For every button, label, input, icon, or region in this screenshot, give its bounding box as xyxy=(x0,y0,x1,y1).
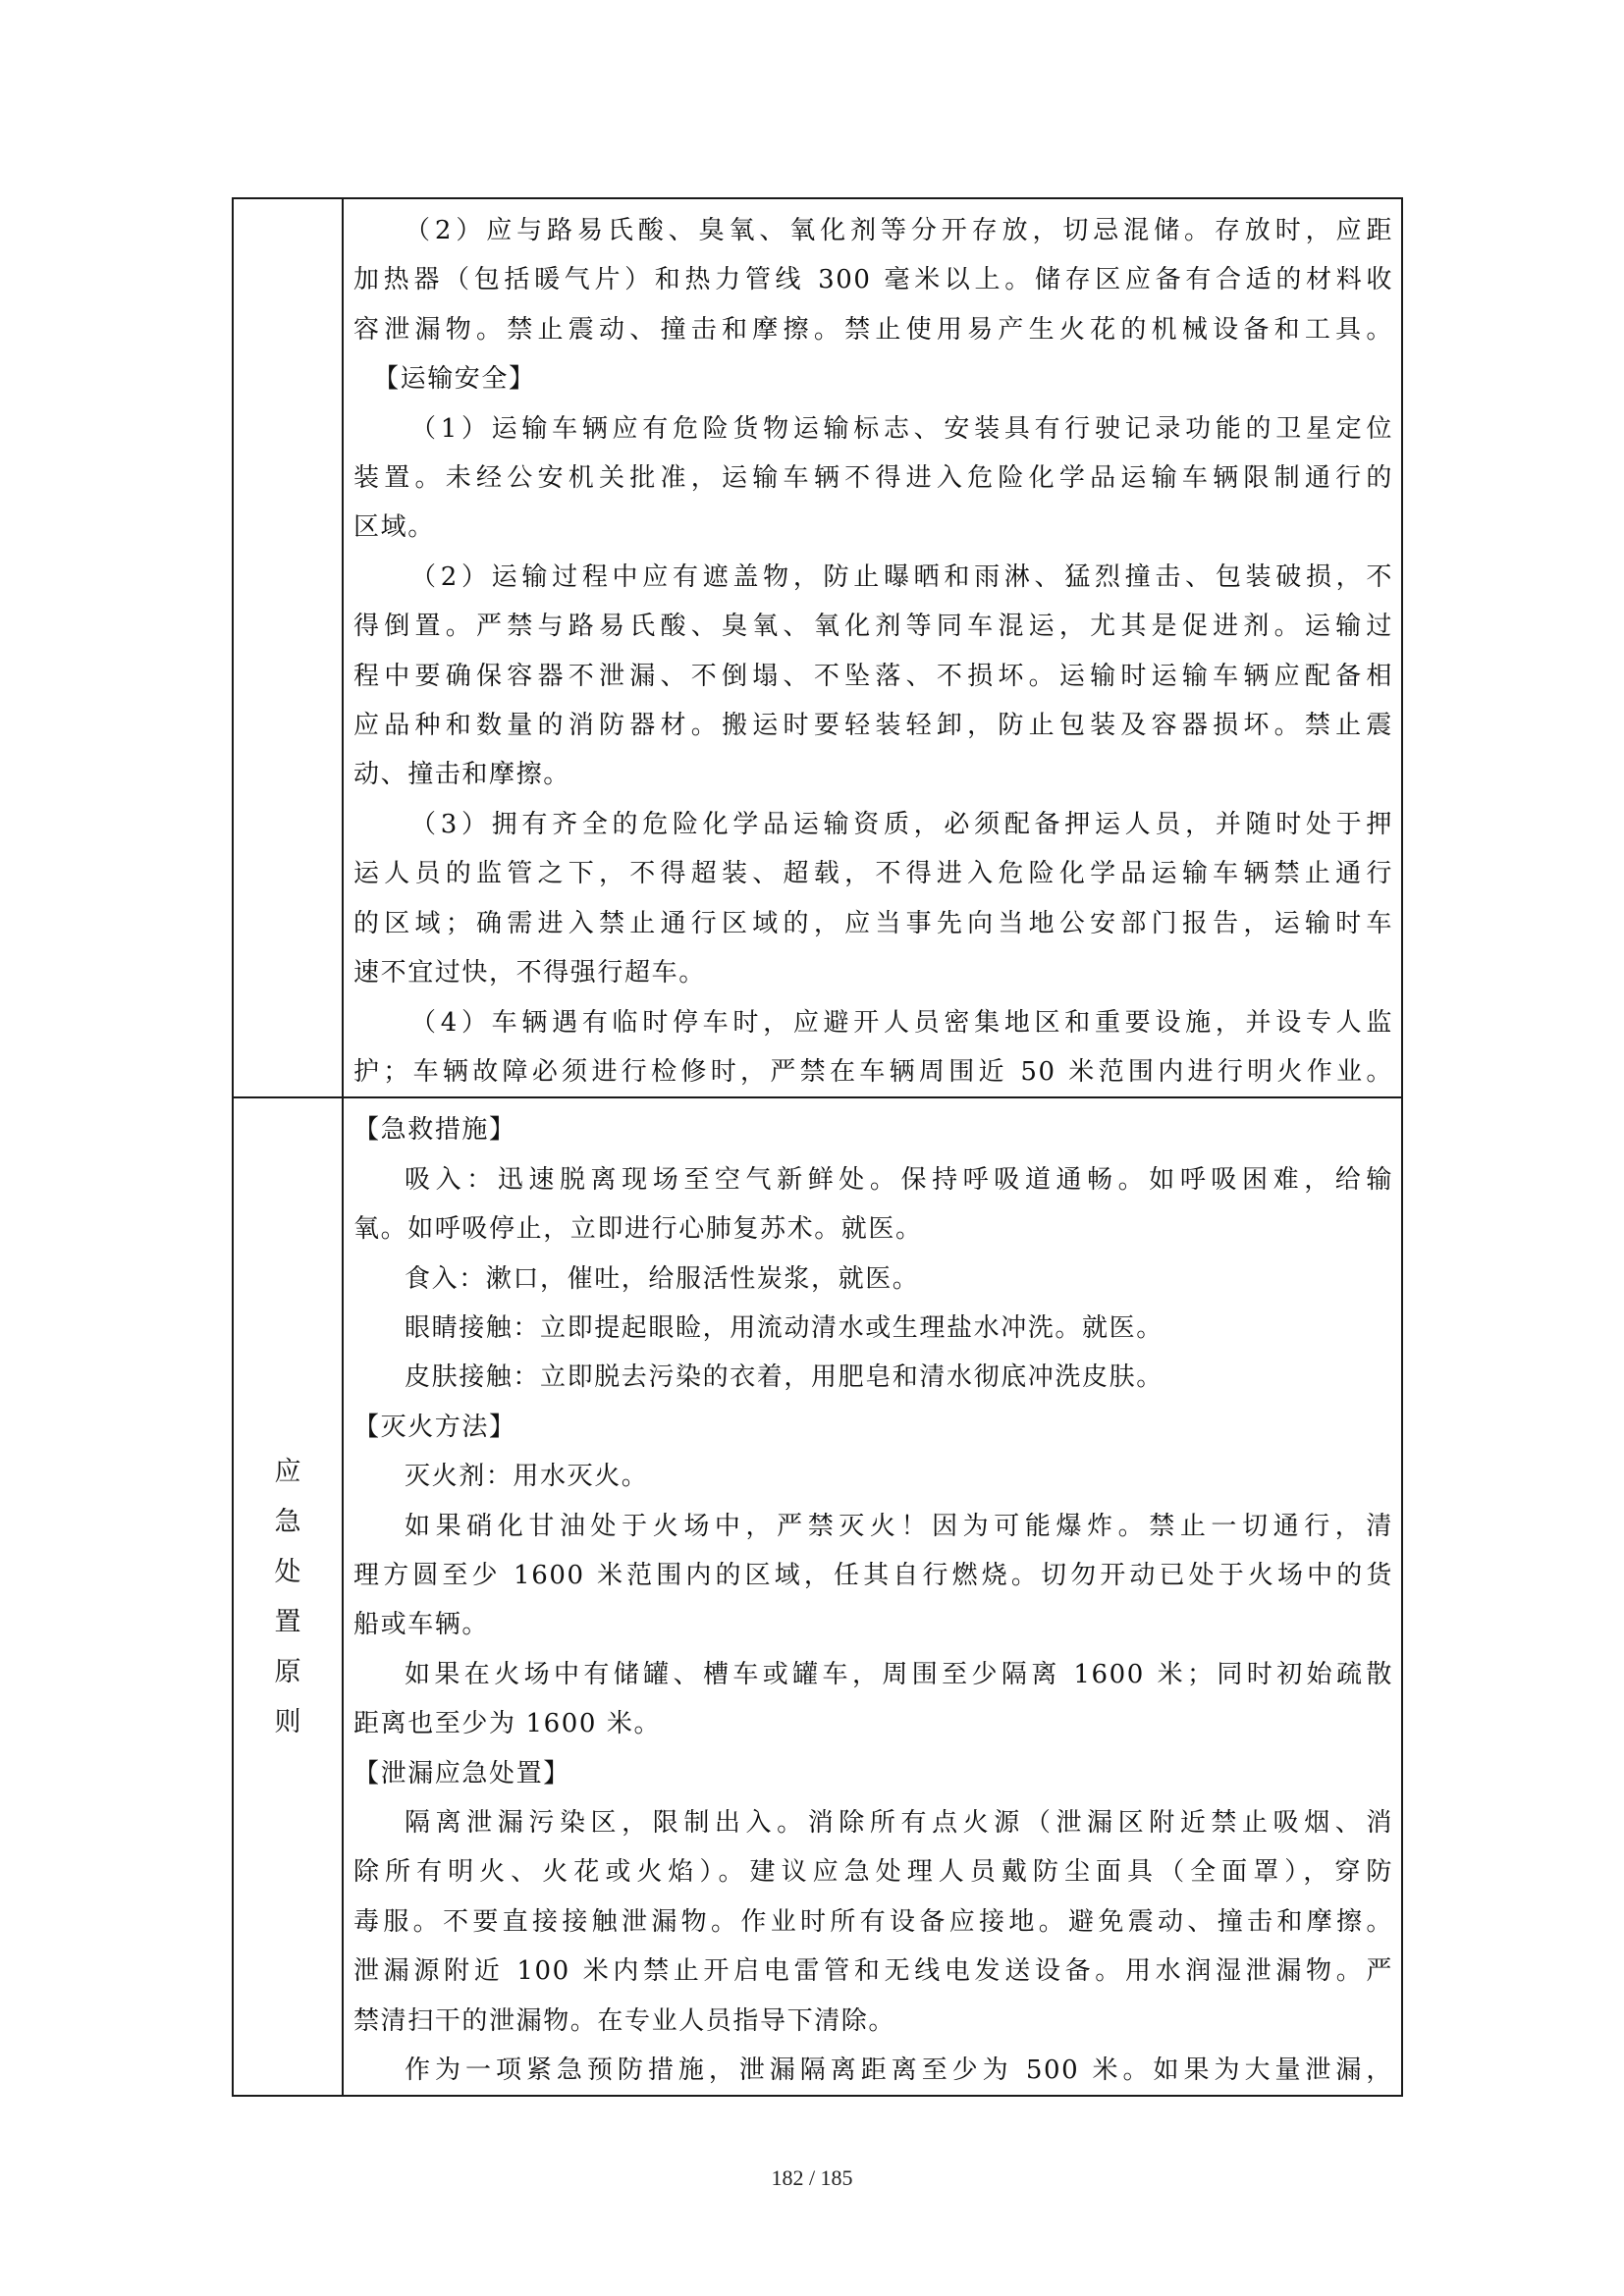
row-header-emergency-principles xyxy=(233,1097,343,2096)
section-heading-first-aid: 【急救措施】 xyxy=(353,1115,516,1146)
header-char: 原 xyxy=(274,1656,301,1687)
text-line: 运人员的监管之下，不得超装、超载，不得进入危险化学品运输车辆禁止通行 xyxy=(353,859,1393,889)
text-line: 作为一项紧急预防措施，泄漏隔离距离至少为 500 米。如果为大量泄漏， xyxy=(405,2056,1393,2086)
text-line: 除所有明火、火花或火焰）。建议应急处理人员戴防尘面具（全面罩），穿防 xyxy=(353,1857,1393,1888)
text-line: 如果硝化甘油处于火场中，严禁灭火！因为可能爆炸。禁止一切通行，清 xyxy=(405,1511,1393,1541)
page-number: 182 / 185 xyxy=(771,2165,853,2190)
text-line: 距离也至少为 1600 米。 xyxy=(353,1709,662,1739)
text-line: 毒服。不要直接接触泄漏物。作业时所有设备应接地。避免震动、撞击和摩擦。 xyxy=(353,1906,1393,1937)
text-line: 护；车辆故障必须进行检修时，严禁在车辆周围近 50 米范围内进行明火作业。 xyxy=(353,1056,1393,1087)
text-line: 皮肤接触：立即脱去污染的衣着，用肥皂和清水彻底冲洗皮肤。 xyxy=(405,1362,1164,1393)
text-line: （3）拥有齐全的危险化学品运输资质，必须配备押运人员，并随时处于押 xyxy=(410,809,1393,839)
text-line: 吸入：迅速脱离现场至空气新鲜处。保持呼吸道通畅。如呼吸困难，给输 xyxy=(405,1164,1393,1195)
text-line: （1）运输车辆应有危险货物运输标志、安装具有行驶记录功能的卫星定位 xyxy=(410,413,1393,444)
text-line: 装置。未经公安机关批准，运输车辆不得进入危险化学品运输车辆限制通行的 xyxy=(353,463,1393,494)
section-heading-transport-safety: 【运输安全】 xyxy=(373,364,536,395)
section-heading-leak-response: 【泄漏应急处置】 xyxy=(353,1758,570,1789)
header-char: 应 xyxy=(274,1456,301,1487)
text-line: 泄漏源附近 100 米内禁止开启电雷管和无线电发送设备。用水润湿泄漏物。严 xyxy=(353,1956,1393,1987)
text-line: 速不宜过快，不得强行超车。 xyxy=(353,958,706,988)
emergency-principles-content xyxy=(343,1097,1402,2096)
text-line: （2）应与路易氏酸、臭氧、氧化剂等分开存放，切忌混储。存放时，应距 xyxy=(405,216,1393,245)
text-line: 理方圆至少 1600 米范围内的区域，任其自行燃烧。切勿开动已处于火场中的货 xyxy=(353,1560,1393,1590)
text-line: 船或车辆。 xyxy=(353,1610,490,1640)
text-line: 眼睛接触：立即提起眼睑，用流动清水或生理盐水冲洗。就医。 xyxy=(405,1312,1164,1343)
text-line: 的区域；确需进入禁止通行区域的，应当事先向当地公安部门报告，运输时车 xyxy=(353,908,1393,938)
text-line: 灭火剂：用水灭火。 xyxy=(405,1462,649,1492)
text-line: 动、撞击和摩擦。 xyxy=(353,760,570,790)
text-line: 得倒置。严禁与路易氏酸、臭氧、氧化剂等同车混运，尤其是促进剂。运输过 xyxy=(353,612,1393,642)
text-line: 如果在火场中有储罐、槽车或罐车，周围至少隔离 1600 米；同时初始疏散 xyxy=(405,1659,1393,1689)
table-row-storage-transport xyxy=(233,198,1402,1097)
text-line: 容泄漏物。禁止震动、撞击和摩擦。禁止使用易产生火花的机械设备和工具。 xyxy=(353,314,1393,345)
header-char: 置 xyxy=(274,1606,301,1637)
document-table xyxy=(232,197,1403,2097)
text-line: 程中要确保容器不泄漏、不倒塌、不坠落、不损坏。运输时运输车辆应配备相 xyxy=(353,661,1393,691)
section-heading-fire-fighting: 【灭火方法】 xyxy=(353,1412,516,1442)
text-line: （2）运输过程中应有遮盖物，防止曝晒和雨淋、猛烈撞击、包装破损，不 xyxy=(410,561,1393,592)
header-char: 处 xyxy=(274,1556,301,1587)
text-line: 隔离泄漏污染区，限制出入。消除所有点火源（泄漏区附近禁止吸烟、消 xyxy=(405,1808,1393,1838)
text-line: 加热器（包括暖气片）和热力管线 300 毫米以上。储存区应备有合适的材料收 xyxy=(353,265,1393,295)
text-line: 应品种和数量的消防器材。搬运时要轻装轻卸，防止包装及容器损坏。禁止震 xyxy=(353,711,1393,741)
header-char: 则 xyxy=(274,1706,301,1737)
table-row-emergency-principles xyxy=(233,1097,1402,2096)
row-header-empty xyxy=(233,198,343,1097)
text-line: 食入：漱口，催吐，给服活性炭浆，就医。 xyxy=(405,1263,920,1294)
text-line: 氧。如呼吸停止，立即进行心肺复苏术。就医。 xyxy=(353,1214,923,1245)
text-line: 禁清扫干的泄漏物。在专业人员指导下清除。 xyxy=(353,2005,896,2036)
storage-transport-content xyxy=(343,198,1402,1097)
text-line: （4）车辆遇有临时停车时，应避开人员密集地区和重要设施，并设专人监 xyxy=(410,1007,1393,1038)
header-char: 急 xyxy=(274,1506,301,1537)
text-line: 区域。 xyxy=(353,512,435,543)
